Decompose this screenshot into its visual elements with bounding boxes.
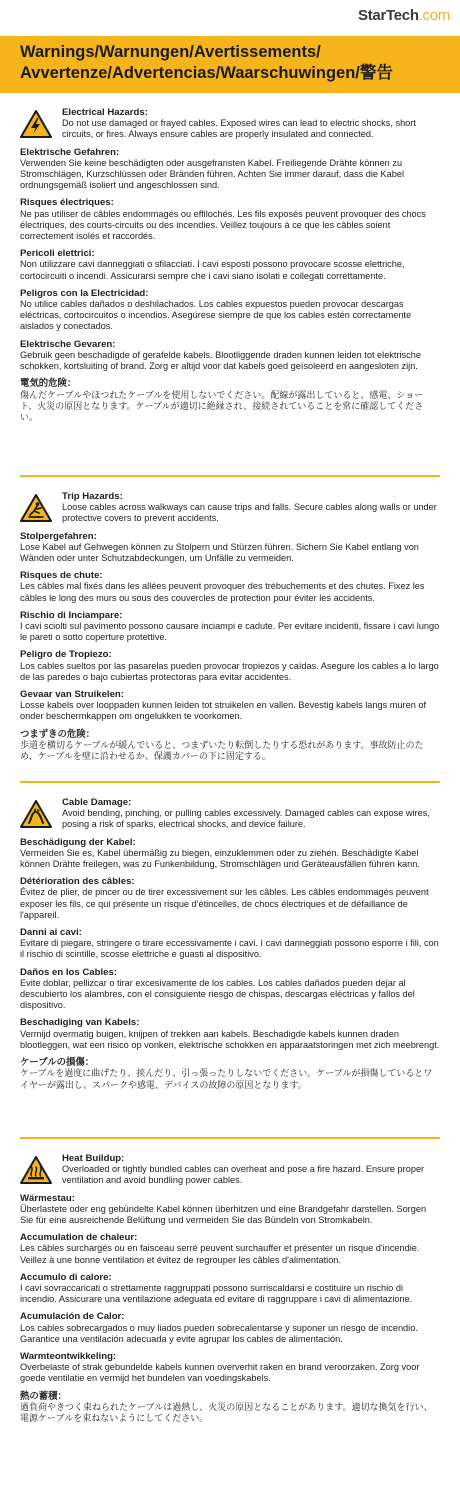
warning-block-fr: Détérioration des câbles: Évitez de plier, de pincer ou de tirer excessivement sur les câbles. Les câbles endommagés peuvent exposer les fils, ce qui présente un risque d'étincelles, de chocs électriques et de défaillance de l'appareil. [20, 876, 429, 920]
banner-title: Warnings/Warnungen/Avertissements/ Avvertenze/Advertencias/Waarschuwingen/警告 [20, 43, 393, 82]
warning-block-it: Rischio di Inciampare: I cavi sciolti sul pavimento possono causare inciampi e cadute. Per evitare incidenti, fissare i cavi lungo le pareti o sotto coperture protettive. [20, 609, 440, 643]
warning-block-fr: Risques électriques: Ne pas utiliser de câbles endommagés ou effilochés. Les fils exposés peuvent provoquer des chocs électriques, des courts-circuits ou des incendies. Veillez toujours à ce que les câbles soient correctement isolés et raccordés. [20, 197, 426, 242]
warning-block-de: Stolpergefahren: Lose Kabel auf Gehwegen können zu Stolpern und Stürzen führen. Sichern Sie Kabel entlang von Wänden oder unter Schutzabdeckungen, um Unfälle zu vermeiden. [20, 530, 419, 564]
warning-block-ja: ケーブルの損傷： ケーブルを過度に曲げたり、挟んだり、引っ張ったりしないでください。ケーブルが損傷しているとワイヤーが露出し、スパークや感電、デバイスの故障の原因となります。 [20, 1057, 433, 1091]
warning-block-it: Accumulo di calore: I cavi sovraccaricati o strettamente raggruppati possono surriscaldarsi e costituire un rischio di incendio. Assicurare una ventilazione adeguata ed evitare di raggruppare i cavi di alimentazione. [20, 1271, 413, 1305]
warning-block-nl: Warmteontwikkeling: Overbelaste of strak gebundelde kabels kunnen oververhit raken en brand veroorzaken. Zorg voor goede ventilatie en vermijd het bundelen van voedingskabels. [20, 1351, 420, 1384]
warning-block-es: Daños en los Cables: Evite doblar, pellizcar o tirar excesivamente de los cables. Los cables dañados pueden dejar al descubierto los alambres, con el consiguiente riesgo de chispas, descargas eléctricas y fallos del dispositivo. [20, 966, 415, 1011]
warnings-banner [0, 36, 460, 93]
warning-block-it: Pericoli elettrici: Non utilizzare cavi danneggiati o sfilacciati. I cavi esposti possono provocare scosse elettriche, cortocircuiti o incendi. Assicurarsi sempre che i cavi siano isolati e collegati correttamente. [20, 248, 405, 281]
trip-hazard-icon [20, 494, 52, 522]
startech-logo: StarTech.com [358, 7, 450, 24]
warning-block-fr: Risques de chute: Les câbles mal fixés dans les allées peuvent provoquer des trébuchements et des chutes. Fixez les câbles le long des murs ou sous des couvercles de protection pour éviter les accidents. [20, 570, 425, 603]
warning-block-ja: 熱の蓄積： 過負荷やきつく束ねられたケーブルは過熱し、火災の原因となることがあります。適切な換気を行い、電源ケーブルを束ねないようにしてください。 [20, 1390, 433, 1425]
section-text: Do not use damaged or frayed cables. Exposed wires can lead to electric shocks, short circuits, or fires. Always ensure cables are properly insulated and connected. [62, 118, 416, 140]
section-title: Heat Buildup: [62, 1153, 125, 1164]
section-text: Overloaded or tightly bundled cables can overheat and pose a fire hazard. Ensure proper ventilation and avoid bundling power cables. [62, 1164, 425, 1186]
warning-block-nl: Elektrische Gevaren: Gebruik geen beschadigde of gerafelde kabels. Blootliggende draden kunnen leiden tot elektrische schokken, kortsluiting of brand. Zorg er altijd voor dat kabels goed geïsoleerd en aangesloten zijn. [20, 338, 421, 372]
top-bar [0, 0, 460, 28]
warning-block-ja: 電気的危険： 傷んだケーブルやほつれたケーブルを使用しないでください。配線が露出していると、感電、ショート、火災の原因となります。ケーブルが適切に絶縁され、接続されていることを常に確認してください。 [20, 378, 424, 424]
warning-block-fr: Accumulation de chaleur: Les câbles surchargés ou en faisceau serré peuvent surchauffer et présenter un risque d'incendie. Veillez à une bonne ventilation et évitez de regrouper les câbles d'alimentation. [20, 1232, 420, 1265]
warning-block-nl: Gevaar van Struikelen: Losse kabels over looppaden kunnen leiden tot struikelen en vallen. Bevestig kabels langs muren of onder beschermkappen om ongelukken te voorkomen. [20, 689, 427, 722]
section-text: Loose cables across walkways can cause trips and falls. Secure cables along walls or under protective covers to prevent accidents. [62, 502, 437, 524]
warning-block-de: Wärmestau: Überlastete oder eng gebündelte Kabel können überhitzen und eine Brandgefahr darstellen. Sorgen Sie für eine ausreichende Belüftung und vermeiden Sie das Bündeln von Stromkabeln. [20, 1192, 427, 1226]
heat-buildup-icon [20, 1156, 52, 1184]
electrical-hazard-icon [20, 110, 52, 138]
cable-damage-icon [20, 800, 52, 828]
section-title: Trip Hazards: [62, 491, 123, 502]
warning-block-es: Peligro de Tropiezo: Los cables sueltos por las pasarelas pueden provocar tropiezos y caídas. Asegure los cables a lo largo de las paredes o bajo cubiertas protectoras para evitar accidentes. [20, 649, 439, 682]
warning-block-de: Beschädigung der Kabel: Vermeiden Sie es, Kabel übermäßig zu biegen, einzuklemmen oder zu ziehen. Beschädigte Kabel können Drähte freilegen, was zu Funkenbildung, Stromschlägen und Geräteausfällen führen kann. [20, 836, 420, 870]
section-title: Electrical Hazards: [62, 107, 148, 118]
section-electrical-hazards [0, 107, 460, 475]
section-title: Cable Damage: [62, 797, 132, 808]
warning-block-ja: つまずきの危険： 歩道を横切るケーブルが緩んでいると、つまずいたり転倒したりする恐れがあります。事故防止のため、ケーブルを壁に沿わせるか、保護カバーの下に固定する。 [20, 728, 424, 763]
warning-block-it: Danni ai cavi: Evitare di piegare, stringere o tirare eccessivamente i cavi. I cavi danneggiati possono esporre i fili, con il rischio di scintille, scosse elettriche e guasti al dispositivo. [20, 927, 439, 960]
warning-block-es: Acumulación de Calor: Los cables sobrecargados o muy liados pueden sobrecalentarse y suponer un riesgo de incendio. Garantice una ventilación adecuada y evite agrupar los cables de alimentación. [20, 1311, 418, 1344]
section-text: Avoid bending, pinching, or pulling cables excessively. Damaged cables can expose wires, posing a risk of sparks, electrical shocks, and device failure. [62, 808, 430, 830]
warning-block-nl: Beschadiging van Kabels: Vermijd overmatig buigen, knijpen of trekken aan kabels. Beschadigde kabels kunnen draden blootleggen, wat een risico op vonken, elektrische schokken en apparaatstoringen met zich meebrengt. [20, 1017, 440, 1050]
section-cable-damage [0, 797, 460, 1137]
warning-block-de: Elektrische Gefahren: Verwenden Sie keine beschädigten oder ausgefransten Kabel. Freiliegende Drähte können zu Stromschlägen, Kurzschlüssen oder Bränden führen. Achten Sie immer darauf, dass die Kabel ordnungsgemäß isoliert und angeschlossen sind. [20, 146, 405, 191]
section-trip-hazards [0, 491, 460, 781]
warning-block-es: Peligros con la Electricidad: No utilice cables dañados o deshilachados. Los cables expuestos pueden provocar descargas eléctricas, cortocircuitos o incendios. Asegúrese siempre de que los cables estén correctamente aislados y conectados. [20, 287, 412, 332]
section-heat-buildup [0, 1153, 460, 1463]
